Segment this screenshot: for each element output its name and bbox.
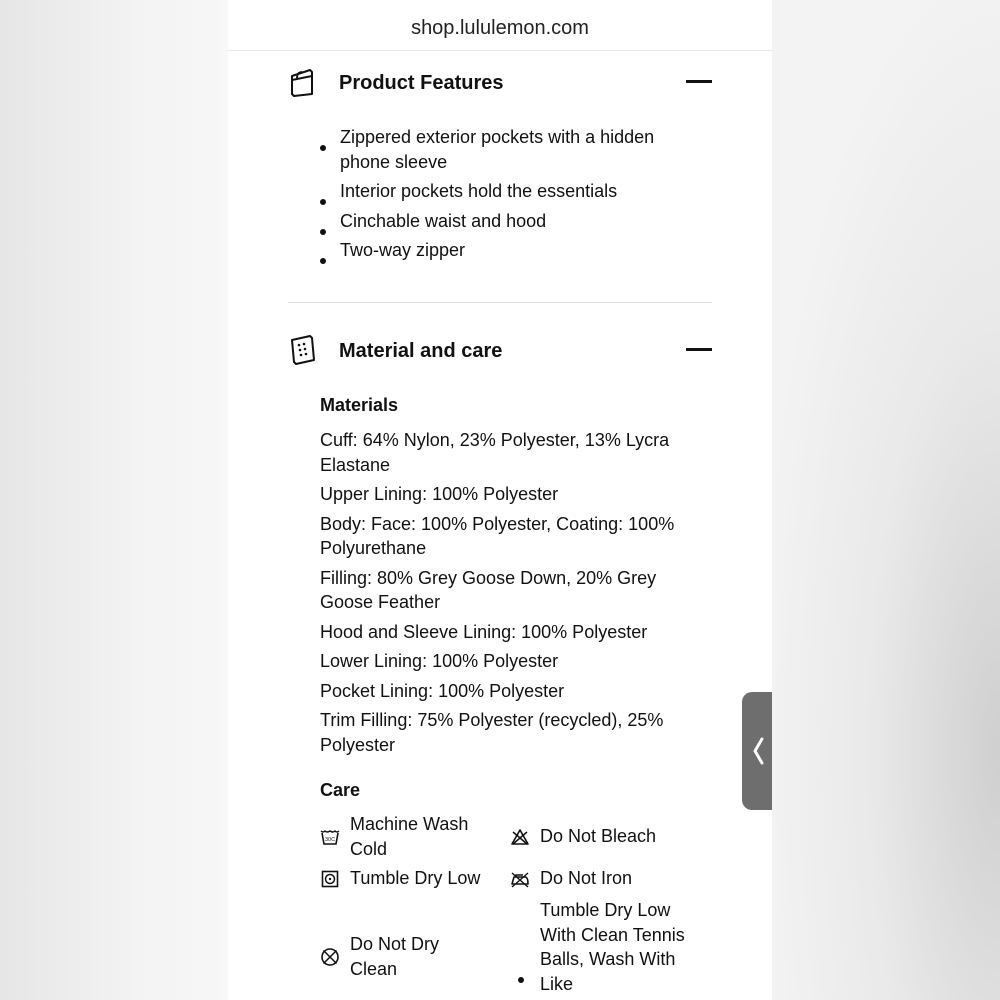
material-line: Hood and Sleeve Lining: 100% Polyester: [320, 621, 648, 642]
care-machine-wash: [320, 812, 490, 861]
material-line: Pocket Lining: 100% Polyester: [320, 680, 565, 701]
material-care-header[interactable]: [288, 334, 712, 374]
material-line: Filling: 80% Grey Goose Down, 20% Grey Goose Feather: [320, 567, 657, 612]
material-line: Trim Filling: 75% Polyester (recycled), 25% Polyester: [320, 710, 664, 755]
care-label: Do Not Dry Clean: [350, 934, 440, 979]
care-do-not-bleach: [510, 824, 700, 849]
shopping-bag-icon: [288, 66, 318, 100]
list-item: Zippered exterior pockets with a hidden phone sleeve: [320, 125, 680, 174]
care-note: [540, 898, 690, 996]
care-instructions: [320, 812, 700, 1000]
care-tumble-dry: [320, 866, 510, 891]
care-do-not-iron: [510, 866, 700, 891]
product-features-list: [320, 125, 680, 268]
care-label: Tumble Dry Low: [350, 868, 481, 888]
material-line: Upper Lining: 100% Polyester: [320, 484, 559, 504]
material-line: Lower Lining: 100% Polyester: [320, 651, 559, 671]
side-panel-tab[interactable]: [742, 692, 772, 810]
list-item: Interior pockets hold the essentials: [320, 179, 680, 204]
material-line: Body: Face: 100% Polyester, Coating: 100% Polyurethane: [320, 513, 675, 558]
material-care-title: Material and care: [339, 340, 503, 362]
list-item: Two-way zipper: [320, 238, 680, 263]
no-iron-icon: [510, 869, 530, 889]
bullet: [518, 977, 524, 983]
chevron-left-icon: [752, 737, 764, 765]
minus-icon: [686, 348, 712, 351]
care-label: Do Not Iron: [540, 868, 633, 888]
url-text: shop.lululemon.com: [411, 17, 589, 39]
background-left: [0, 0, 228, 1000]
wash-temp-label: 30C: [324, 837, 336, 843]
care-label: Do Not Bleach: [540, 826, 657, 846]
product-features-header[interactable]: [288, 66, 712, 106]
materials-list: [320, 428, 680, 762]
no-bleach-icon: [510, 827, 530, 847]
care-label: Machine Wash Cold: [350, 814, 469, 859]
fabric-tag-icon: [288, 334, 318, 368]
wash-tub-icon: [320, 827, 340, 847]
list-item: Cinchable waist and hood: [320, 209, 680, 234]
product-features-title: Product Features: [339, 72, 504, 94]
product-features-collapse-button[interactable]: [686, 72, 712, 92]
minus-icon: [686, 80, 712, 83]
section-divider: [288, 302, 712, 303]
background-right: [772, 0, 1000, 1000]
phone-screen: [228, 0, 772, 1000]
material-line: Cuff: 64% Nylon, 23% Polyester, 13% Lycra Elastane: [320, 430, 670, 475]
care-heading: Care: [320, 780, 361, 800]
materials-heading: Materials: [320, 395, 399, 415]
material-care-collapse-button[interactable]: [686, 340, 712, 360]
no-dry-clean-icon: [320, 947, 340, 967]
browser-url-bar[interactable]: [228, 0, 772, 51]
tumble-dry-icon: [320, 869, 340, 889]
care-do-not-dry-clean: [320, 932, 490, 981]
care-note-text: Tumble Dry Low With Clean Tennis Balls, Wash With Like: [540, 900, 685, 994]
